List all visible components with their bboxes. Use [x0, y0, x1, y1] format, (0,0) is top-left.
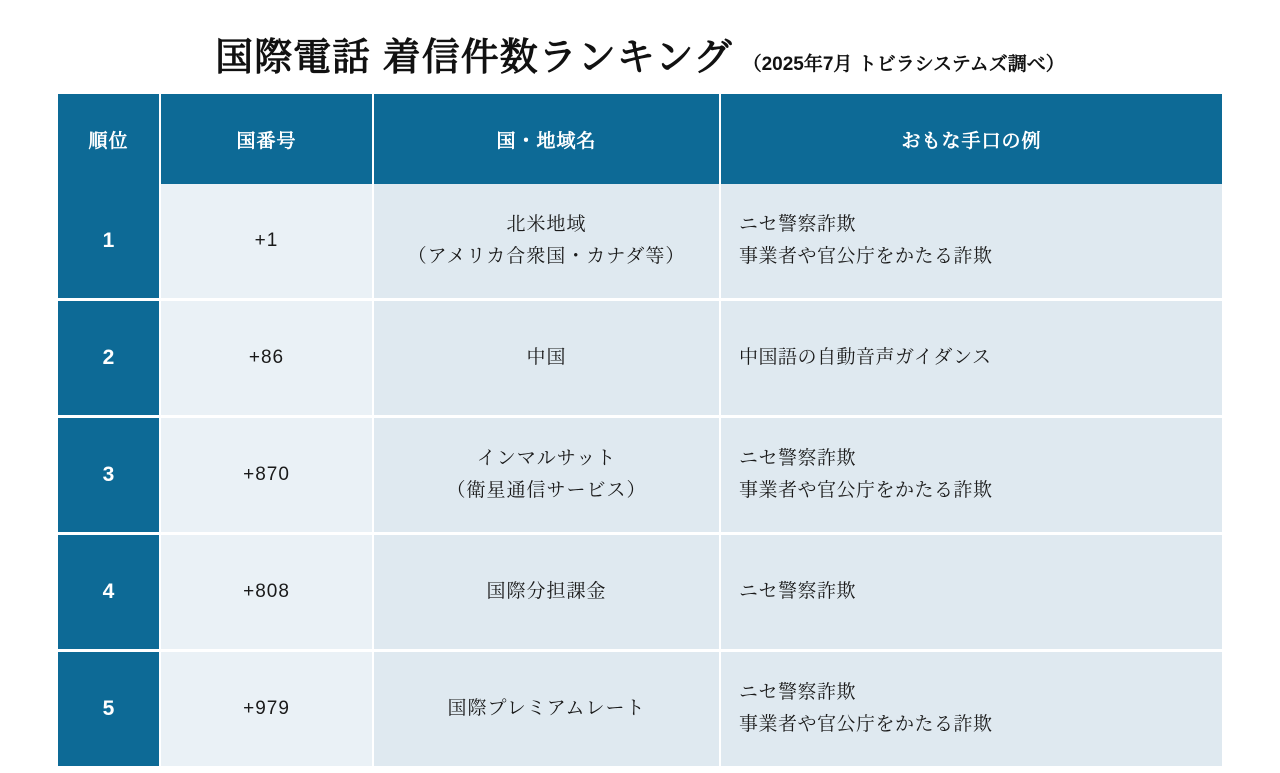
table-row: [58, 651, 1222, 767]
method-line-2: 事業者や官公庁をかたる詐欺: [739, 714, 993, 735]
cell-method: [720, 417, 1222, 534]
method-line-1: ニセ警察詐欺: [739, 447, 857, 469]
country-line-2: （衛星通信サービス）: [446, 480, 647, 501]
cell-method: [720, 184, 1222, 300]
column-header-country-code: 国番号: [160, 94, 373, 184]
method-line-1: ニセ警察詐欺: [739, 213, 857, 235]
country-line-1: 北米地域: [506, 213, 587, 235]
cell-country-name: [373, 534, 720, 651]
cell-country-name: [373, 300, 720, 417]
country-line-1: 国際プレミアムレート: [447, 697, 646, 719]
ranking-table-container: [58, 94, 1222, 766]
cell-rank: 4: [58, 534, 160, 651]
cell-method: [720, 534, 1222, 651]
table-header-row: [58, 94, 1222, 184]
cell-country-code: +1: [160, 184, 373, 300]
cell-country-code: +86: [160, 300, 373, 417]
cell-method: [720, 651, 1222, 767]
table-body: [58, 184, 1222, 766]
column-header-method: おもな手口の例: [720, 94, 1222, 184]
method-line-1: 中国語の自動音声ガイダンス: [739, 346, 992, 368]
method-line-2: 事業者や官公庁をかたる詐欺: [739, 246, 993, 267]
cell-rank: 3: [58, 417, 160, 534]
title-sub-text: （2025年7月 トビラシステムズ調べ）: [742, 54, 1065, 75]
country-line-1: インマルサット: [476, 447, 617, 469]
table-row: [58, 184, 1222, 300]
cell-rank: 5: [58, 651, 160, 767]
table-row: [58, 417, 1222, 534]
cell-country-name: [373, 184, 720, 300]
column-header-country-name: 国・地域名: [373, 94, 720, 184]
cell-rank: 2: [58, 300, 160, 417]
country-line-1: 中国: [526, 346, 567, 368]
title-main-text: 国際電話 着信件数ランキング: [215, 37, 733, 79]
table-row: [58, 534, 1222, 651]
cell-country-name: [373, 417, 720, 534]
method-line-1: ニセ警察詐欺: [739, 681, 857, 703]
cell-country-code: +979: [160, 651, 373, 767]
ranking-table: [58, 94, 1222, 766]
page-title: [0, 0, 1280, 95]
table-header: [58, 94, 1222, 184]
column-header-rank: 順位: [58, 94, 160, 184]
table-row: [58, 300, 1222, 417]
country-line-2: （アメリカ合衆国・カナダ等）: [407, 246, 686, 267]
method-line-1: ニセ警察詐欺: [739, 580, 857, 602]
cell-country-name: [373, 651, 720, 767]
cell-country-code: +870: [160, 417, 373, 534]
cell-rank: 1: [58, 184, 160, 300]
cell-country-code: +808: [160, 534, 373, 651]
country-line-1: 国際分担課金: [486, 580, 607, 602]
cell-method: [720, 300, 1222, 417]
method-line-2: 事業者や官公庁をかたる詐欺: [739, 480, 993, 501]
